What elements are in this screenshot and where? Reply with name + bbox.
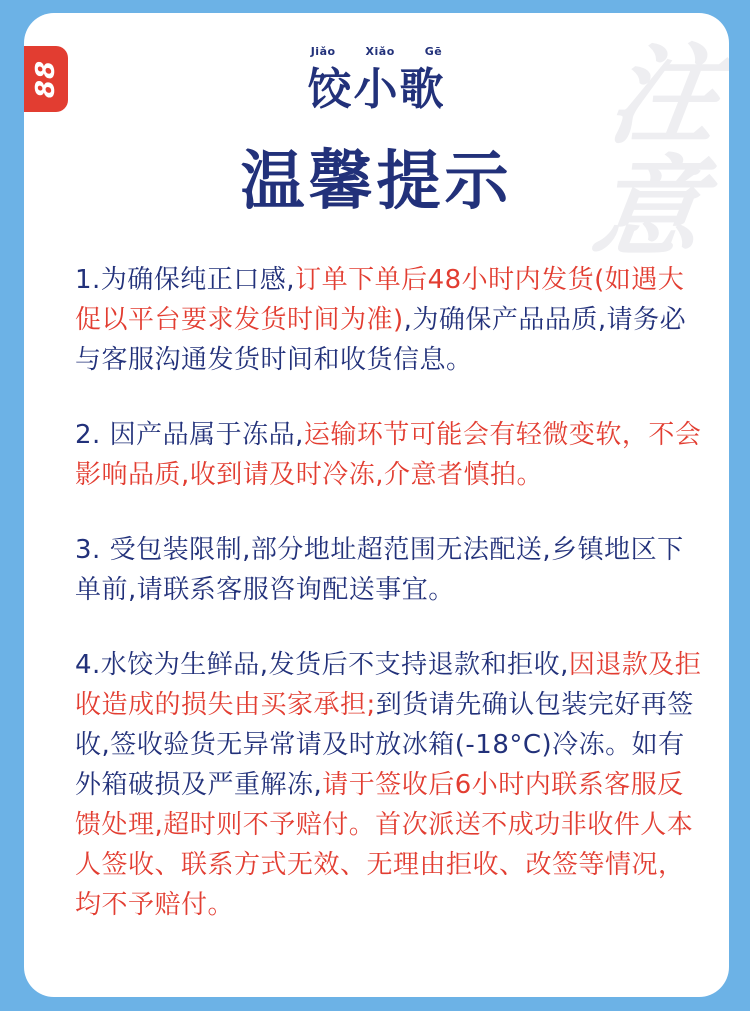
badge-text: 88 [31,59,61,99]
notes-list [75,260,707,960]
note-highlight-text: 订单下单后48小时内发货(如遇大促以平台要求发货时间为准) [75,265,685,335]
note-text: 到货请先确认包装完好再签收,签收验货无异常请及时放冰箱(-18°C)冷冻。如有外箱破损及严重解冻, [75,690,694,800]
note-highlight-text: 运输环节可能会有轻微变软，不会影响品质,收到请及时冷冻,介意者慎拍。 [75,420,702,490]
note-text: ,为确保产品品质,请务必与客服沟通发货时间和收货信息。 [75,305,687,375]
notice-card [24,13,729,997]
brand-pinyin [24,45,729,59]
note-text: 4.水饺为生鲜品,发货后不支持退款和拒收, [75,650,569,680]
page-title: 温馨提示 [240,145,513,219]
note-item [75,415,707,495]
note-item [75,530,707,610]
watermark-char-2: 意 [585,146,711,271]
note-text: 3. 受包装限制,部分地址超范围无法配送,乡镇地区下单前,请联系客服咨询配送事宜。 [75,535,684,605]
badge [24,46,68,112]
note-text: 1.为确保纯正口感, [75,265,296,295]
brand-logo [24,45,729,117]
note-highlight-text: 请于签收后6小时内联系客服反馈处理,超时则不予赔付。首次派送不成功非收件人本人签收、联系方式无效、无理由拒收、改签等情况，均不予赔付。 [75,770,694,920]
note-text: 2. 因产品属于冻品, [75,420,304,450]
note-item [75,645,707,925]
brand-name: 饺小歌 [307,64,446,115]
watermark-char-1: 注 [601,34,727,159]
pinyin-2: Xiǎo [365,45,395,58]
pinyin-3: Gē [424,45,443,58]
note-item [75,260,707,380]
note-highlight-text: 因退款及拒收造成的损失由买家承担; [75,650,702,720]
pinyin-1: Jiǎo [310,45,336,58]
